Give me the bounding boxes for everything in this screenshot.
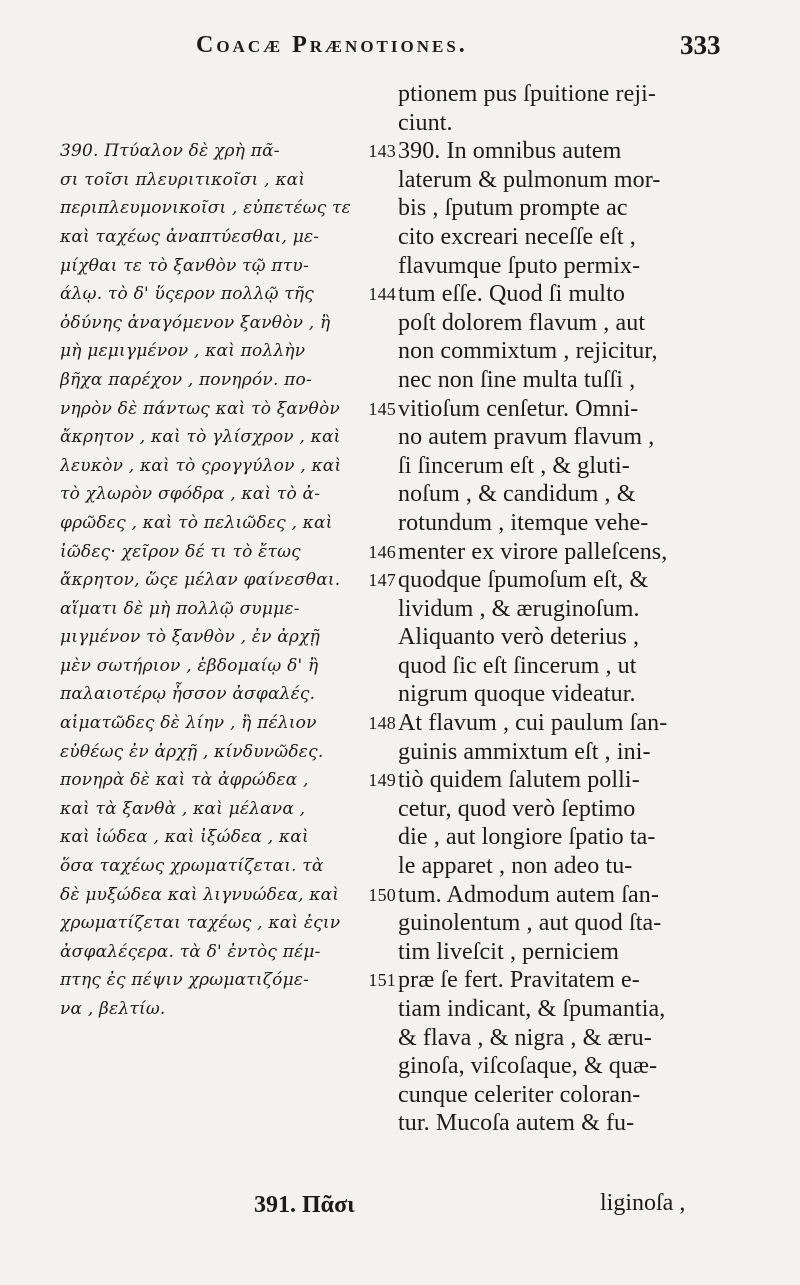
greek-line-text: μὴ μεμιγμένον , καὶ πολλὴν	[60, 341, 306, 362]
greek-line-text: ἀσφαλέςερα. τὰ δ' ἐντὸς πέμ-	[60, 941, 321, 962]
running-title: Coacæ Prænotiones.	[196, 32, 468, 58]
aphorism-margin-number: 143	[368, 141, 396, 162]
greek-line-text: ἰῶδες· χεῖρον δέ τι τὸ ἔτως	[60, 541, 301, 562]
greek-line	[60, 480, 396, 509]
latin-line: & flava , & nigra , & æru-	[398, 1024, 652, 1051]
latin-column	[398, 80, 736, 1138]
latin-line: cito excreari neceſſe eſt ,	[398, 223, 636, 250]
greek-line	[60, 966, 396, 995]
latin-line: tum eſſe. Quod ſi multo	[398, 281, 625, 308]
greek-line	[60, 194, 396, 223]
greek-line	[60, 223, 396, 252]
greek-line	[60, 795, 396, 824]
aphorism-margin-number: 150	[368, 884, 396, 905]
greek-line-text: τὸ χλωρὸν σφόδρα , καὶ τὸ ἀ-	[60, 484, 321, 505]
latin-line: At flavum , cui paulum ſan-	[398, 710, 668, 737]
latin-line: quodque ſpumoſum eſt, &	[398, 567, 649, 594]
latin-line: lividum , & æruginoſum.	[398, 595, 640, 622]
greek-line-text: σι τοῖσι πλευριτικοῖσι , καὶ	[60, 169, 306, 190]
latin-line: die , aut longiore ſpatio ta-	[398, 824, 656, 851]
greek-line	[60, 766, 396, 795]
greek-line	[60, 109, 396, 138]
greek-line	[60, 566, 396, 595]
greek-line	[60, 680, 396, 709]
greek-line-text: να , βελτίω.	[60, 999, 166, 1019]
aphorism-margin-number: 148	[368, 713, 396, 734]
last-latin-line: liginoſa ,	[600, 1190, 686, 1216]
greek-line	[60, 137, 396, 166]
latin-line: ſi ſincerum eſt , & gluti-	[398, 452, 630, 479]
greek-line	[60, 166, 396, 195]
greek-line	[60, 652, 396, 681]
greek-line-text: περιπλευμονικοῖσι , εὐπετέως τε	[60, 198, 351, 219]
greek-line-text: ἄκρητον , καὶ τὸ γλίσχρον , καὶ	[60, 427, 341, 448]
greek-line-text: καὶ ταχέως ἀναπτύεσθαι, με-	[60, 226, 320, 247]
page-header	[0, 28, 800, 68]
aphorism-margin-number: 145	[368, 398, 396, 419]
greek-line	[60, 852, 396, 881]
greek-line	[60, 509, 396, 538]
latin-line: ptionem pus ſpuitione reji-	[398, 81, 656, 107]
greek-line-text: νηρὸν δὲ πάντως καὶ τὸ ξανθὸν	[60, 398, 340, 419]
latin-line: tiam indicant, & ſpumantia,	[398, 996, 666, 1022]
latin-line: ciunt.	[398, 109, 453, 136]
latin-line: menter ex virore palleſcens,	[398, 538, 668, 565]
latin-line: cunque celeriter coloran-	[398, 1081, 641, 1108]
greek-line-text: ὅσα ταχέως χρωματίζεται. τὰ	[60, 856, 324, 877]
latin-line: nec non ſine multa tuſſi ,	[398, 366, 636, 393]
greek-line-text: χρωματίζεται ταχέως , καὶ ἐςιν	[60, 913, 341, 934]
latin-line: tum. Admodum autem ſan-	[398, 881, 659, 908]
latin-line: tur. Mucoſa autem & fu-	[398, 1110, 635, 1137]
greek-line	[60, 280, 396, 309]
aphorism-margin-number: 151	[368, 970, 396, 991]
latin-line: Aliquanto verò deterius ,	[398, 624, 640, 651]
greek-line	[60, 252, 396, 281]
latin-line: laterum & pulmonum mor-	[398, 166, 661, 193]
latin-line: non commixtum , rejicitur,	[398, 338, 658, 365]
aphorism-margin-number: 147	[368, 570, 396, 591]
greek-line	[60, 337, 396, 366]
greek-line	[60, 423, 396, 452]
catchword: 391. Πᾶσι	[254, 1192, 355, 1218]
latin-line: guinolentum , aut quod ſta-	[398, 910, 662, 937]
greek-line	[60, 80, 396, 109]
aphorism-margin-number: 149	[368, 770, 396, 791]
greek-line	[60, 538, 396, 567]
greek-line-text: παλαιοτέρῳ ἧσσον ἀσφαλές.	[60, 684, 316, 705]
latin-line: rotundum , itemque vehe-	[398, 509, 649, 536]
latin-line: no autem pravum flavum ,	[398, 424, 655, 451]
greek-line-text: αἱματῶδες δὲ λίην , ἢ πέλιον	[60, 713, 317, 734]
latin-line: vitioſum cenſetur. Omni-	[398, 395, 639, 422]
greek-column	[60, 80, 396, 1024]
latin-line: flavumque ſputo permix-	[398, 252, 641, 279]
greek-line-text: αἵματι δὲ μὴ πολλῷ συμμε-	[60, 598, 300, 619]
greek-line	[60, 995, 396, 1024]
latin-line: nigrum quoque videatur.	[398, 681, 636, 708]
greek-line	[60, 709, 396, 738]
greek-line	[60, 395, 396, 424]
greek-line	[60, 366, 396, 395]
aphorism-margin-number: 144	[368, 284, 396, 305]
latin-line: noſum , & candidum , &	[398, 481, 636, 508]
latin-line: ginoſa, viſcoſaque, & quæ-	[398, 1053, 658, 1080]
latin-line: tiò quidem ſalutem polli-	[398, 767, 640, 794]
greek-line-text: εὐθέως ἐν ἀρχῇ , κίνδυνῶδες.	[60, 741, 324, 762]
greek-line-text: μίχθαι τε τὸ ξανθὸν τῷ πτυ-	[60, 255, 309, 276]
greek-line	[60, 452, 396, 481]
greek-line	[60, 595, 396, 624]
greek-line-text: φρῶδες , καὶ τὸ πελιῶδες , καὶ	[60, 512, 333, 533]
greek-line-text: δὲ μυξώδεα καὶ λιγνυώδεα, καὶ	[60, 884, 340, 905]
greek-line-text: καὶ ἰώδεα , καὶ ἰξώδεα , καὶ	[60, 827, 309, 848]
greek-line-text: καὶ τὰ ξανθὰ , καὶ μέλανα ,	[60, 798, 306, 819]
greek-line-text: ἄκρητον, ὥςε μέλαν φαίνεσθαι.	[60, 570, 341, 591]
latin-line: quod ſic eſt ſincerum , ut	[398, 652, 637, 679]
greek-line	[60, 938, 396, 967]
greek-line	[60, 738, 396, 767]
latin-line: poſt dolorem flavum , aut	[398, 309, 646, 336]
greek-line-text: λευκὸν , καὶ τὸ ςρογγύλον , καὶ	[60, 455, 342, 476]
latin-line: bis , ſputum prompte ac	[398, 195, 628, 222]
latin-line: tim liveſcit , perniciem	[398, 938, 620, 965]
greek-line-text: ὀδύνης ἀναγόμενον ξανθὸν , ἢ	[60, 312, 331, 333]
aphorism-margin-number: 146	[368, 541, 396, 562]
greek-line-text: πονηρὰ δὲ καὶ τὰ ἀφρώδεα ,	[60, 770, 309, 791]
greek-line-text: μὲν σωτήριον , ἑβδομαίῳ δ' ἢ	[60, 655, 319, 676]
greek-line-text: μιγμένον τὸ ξανθὸν , ἐν ἀρχῇ	[60, 627, 321, 648]
greek-line	[60, 881, 396, 910]
greek-line	[60, 909, 396, 938]
latin-line: cetur, quod verò ſeptimo	[398, 795, 636, 822]
greek-line-text: βῆχα παρέχον , πονηρόν. πο-	[60, 369, 312, 390]
greek-line	[60, 823, 396, 852]
latin-line: 390. In omnibus autem	[398, 138, 622, 165]
greek-line-text: άλῳ. τὸ δ' ὕςερον πολλῷ τῆς	[60, 284, 314, 305]
latin-line: guinis ammixtum eſt , ini-	[398, 738, 651, 765]
page-number: 333	[680, 30, 721, 60]
greek-line	[60, 623, 396, 652]
greek-line-text: πτης ἐς πέψιν χρωματιζόμε-	[60, 970, 310, 991]
latin-line: le apparet , non adeo tu-	[398, 853, 633, 880]
greek-line	[60, 309, 396, 338]
greek-line-text: 390. Πτύαλον δὲ χρὴ πᾶ-	[60, 141, 280, 162]
latin-line: præ ſe fert. Pravitatem e-	[398, 967, 640, 994]
